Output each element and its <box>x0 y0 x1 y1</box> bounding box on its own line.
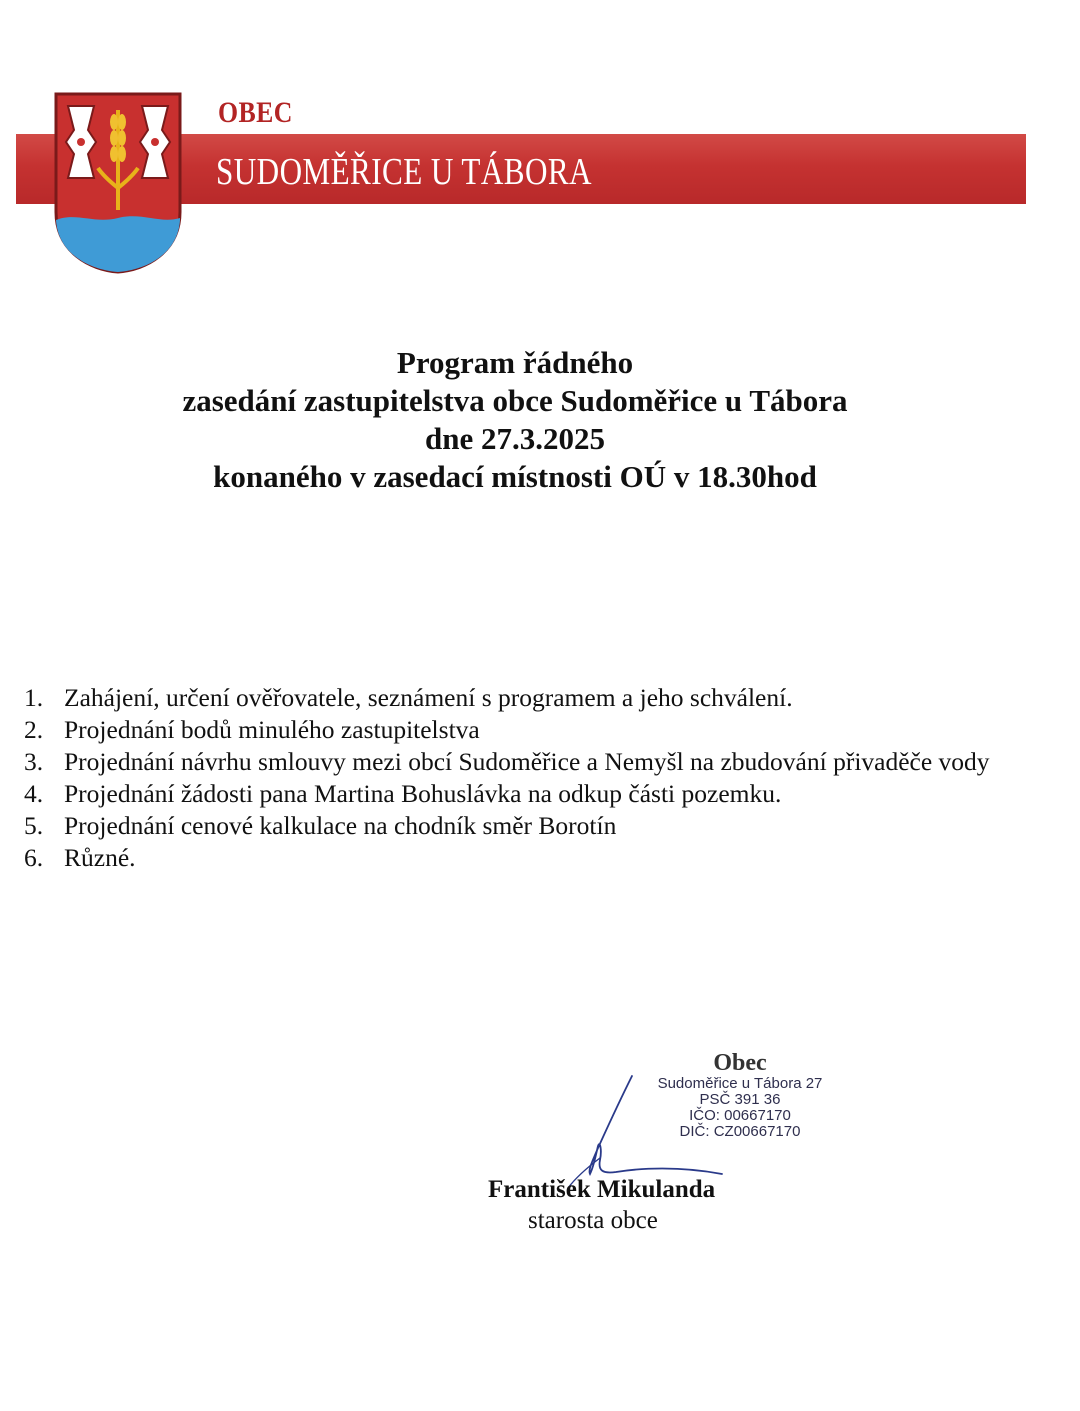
stamp-psc: PSČ 391 36 <box>699 1091 781 1108</box>
title-line-3: dne 27.3.2025 <box>425 421 605 456</box>
agenda-item-text: Projednání návrhu smlouvy mezi obcí Sudoměřice a Nemyšl na zbudování přivaděče vody <box>64 747 990 776</box>
municipal-coat-of-arms-icon <box>54 92 182 274</box>
agenda-item-text: Projednání žádosti pana Martina Bohuslávka na odkup části pozemku. <box>64 779 782 808</box>
agenda-item <box>24 842 1054 874</box>
handwritten-signature-icon <box>560 1070 740 1190</box>
agenda-item <box>24 714 1054 746</box>
agenda-item <box>24 746 1054 778</box>
stamp-dic: DIČ: CZ00667170 <box>679 1123 801 1140</box>
agenda-item-number: 4. <box>24 779 44 808</box>
agenda-item-text: Různé. <box>64 843 136 872</box>
agenda-list <box>24 682 1054 874</box>
stamp-title: Obec <box>713 1050 767 1076</box>
agenda-item-number: 1. <box>24 683 44 712</box>
agenda-item <box>24 682 1054 714</box>
agenda-item-number: 5. <box>24 811 44 840</box>
header-obec-label: OBEC <box>218 96 293 129</box>
agenda-item-number: 2. <box>24 715 44 744</box>
agenda-item-text: Projednání cenové kalkulace na chodník směr Borotín <box>64 811 617 840</box>
title-line-1: Program řádného <box>396 345 634 380</box>
stamp-address: Sudoměřice u Tábora 27 <box>657 1075 823 1092</box>
stamp-ico: IČO: 00667170 <box>689 1107 791 1124</box>
document-title <box>0 344 1030 496</box>
title-line-2: zasedání zastupitelstva obce Sudoměřice u Tábora <box>182 383 848 418</box>
agenda-item-number: 3. <box>24 747 44 776</box>
agenda-item-text: Projednání bodů minulého zastupitelstva <box>64 715 480 744</box>
agenda-item <box>24 778 1054 810</box>
title-line-4: konaného v zasedací místnosti OÚ v 18.30hod <box>213 459 817 494</box>
signer-role: starosta obce <box>528 1207 658 1234</box>
agenda-item-number: 6. <box>24 843 44 872</box>
signer-name: František Mikulanda <box>488 1176 716 1203</box>
municipality-name: SUDOMĚŘICE U TÁBORA <box>216 151 592 193</box>
agenda-item-text: Zahájení, určení ověřovatele, seznámení s programem a jeho schválení. <box>64 683 793 712</box>
agenda-item <box>24 810 1054 842</box>
